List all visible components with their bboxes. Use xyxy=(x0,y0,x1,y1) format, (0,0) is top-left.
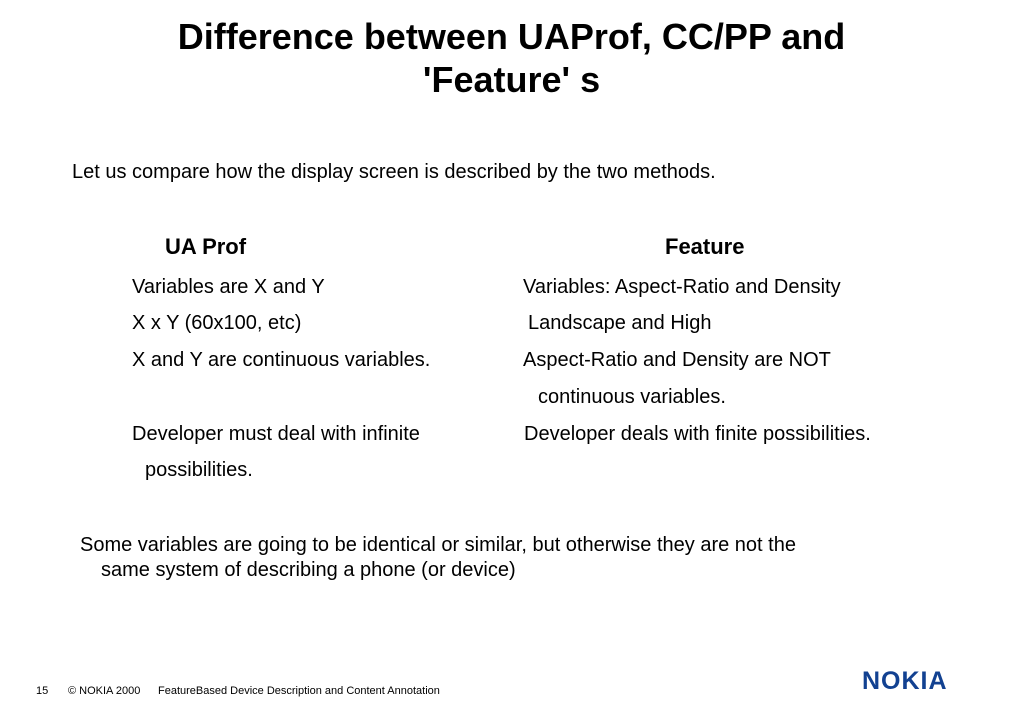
slide-title-line-2: 'Feature' s xyxy=(422,59,601,100)
uaprof-item: X and Y are continuous variables. xyxy=(132,349,431,371)
feature-item: Aspect-Ratio and Density are NOT xyxy=(523,349,831,371)
presentation-title: FeatureBased Device Description and Content Annotation xyxy=(158,685,440,697)
feature-item: Variables: Aspect-Ratio and Density xyxy=(523,276,841,298)
feature-item: Landscape and High xyxy=(528,312,712,334)
page-number: 15 xyxy=(36,685,49,697)
feature-item: continuous variables. xyxy=(538,386,726,408)
uaprof-item: X x Y (60x100, etc) xyxy=(132,312,302,334)
feature-heading: Feature xyxy=(665,234,745,259)
conclusion-line-1: Some variables are going to be identical or similar, but otherwise they are not the xyxy=(80,534,796,556)
nokia-logo: NOKIA xyxy=(862,667,948,695)
conclusion-line-2: same system of describing a phone (or device) xyxy=(101,559,516,581)
uaprof-heading: UA Prof xyxy=(165,234,247,259)
uaprof-item: Developer must deal with infinite xyxy=(132,423,420,445)
feature-item: Developer deals with finite possibilities. xyxy=(524,423,871,445)
copyright-text: © NOKIA 2000 xyxy=(68,685,141,697)
slide-title-line-1: Difference between UAProf, CC/PP and xyxy=(177,16,846,57)
intro-text: Let us compare how the display screen is described by the two methods. xyxy=(72,161,716,183)
uaprof-item: Variables are X and Y xyxy=(132,276,325,298)
uaprof-item: possibilities. xyxy=(145,459,253,481)
